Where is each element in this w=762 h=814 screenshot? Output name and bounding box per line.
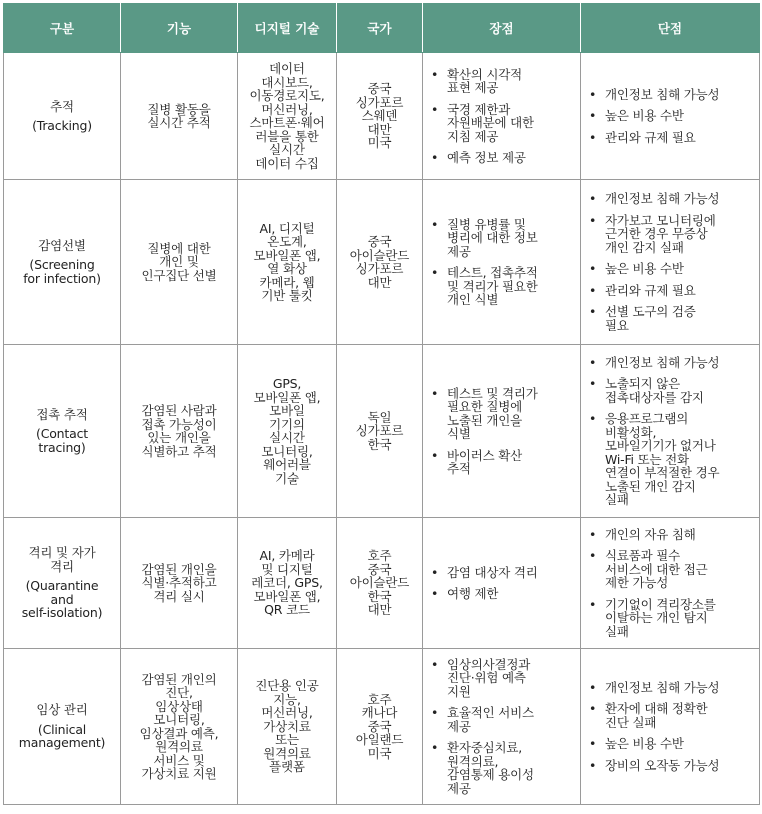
country-cell: [337, 649, 423, 805]
function-cell-text: 질병 활동을 실시간 추적: [147, 101, 211, 130]
function-cell-text: 감염된 개인의 진단, 임상상태 모니터링, 임상결과 예측, 원격의료 서비스 및 가상치료 지원: [139, 671, 219, 781]
category-english-label: (Contact tracing): [36, 426, 88, 455]
tech-cell: [238, 180, 337, 345]
list-item: • 장비의 오작동 가능성: [587, 759, 755, 773]
tech-cell: [238, 649, 337, 805]
list-item: • 높은 비용 수반: [587, 737, 755, 751]
list-item: • 노출되지 않은 접촉대상자를 감지: [587, 377, 755, 404]
cons-cell: [581, 518, 760, 649]
function-cell-text: 질병에 대한 개인 및 인구집단 선별: [141, 240, 217, 283]
country-cell-text: 호주 중국 아이슬란드 한국 대만: [349, 548, 410, 618]
tech-cell: [238, 518, 337, 649]
category-cell: [4, 180, 121, 345]
pros-cell-list: [429, 566, 576, 601]
header-cons: 단점: [581, 4, 760, 53]
pros-cell: [423, 518, 581, 649]
function-cell-text: 감염된 사람과 접촉 가능성이 있는 개인을 식별하고 추적: [141, 403, 217, 459]
list-item: • 테스트, 접촉추적 및 격리가 필요한 개인 식별: [429, 266, 576, 307]
list-item: • 효율적인 서비스 제공: [429, 706, 576, 733]
list-item: • 질병 유병률 및 병리에 대한 정보 제공: [429, 218, 576, 259]
list-item: • 개인의 자유 침해: [587, 528, 755, 542]
cons-cell-list: [587, 88, 755, 145]
pros-cell: [423, 345, 581, 518]
country-cell-text: 중국 싱가포르 스웨덴 대만 미국: [355, 81, 404, 151]
tech-cell-text: GPS, 모바일폰 앱, 모바일 기기의 실시간 모니터링, 웨어러블 기술: [253, 376, 321, 486]
category-label: 접촉 추적: [36, 406, 88, 422]
category-label: 임상 관리: [36, 702, 88, 718]
pros-cell: [423, 53, 581, 180]
header-function: 기능: [121, 4, 238, 53]
table-row: [4, 649, 760, 805]
list-item: • 테스트 및 격리가 필요한 질병에 노출된 개인을 식별: [429, 387, 576, 441]
digital-tech-comparison-table: [3, 3, 760, 805]
function-cell: [121, 180, 238, 345]
list-item: • 기기없이 격리장소를 이탈하는 개인 탐지 실패: [587, 598, 755, 639]
country-cell-text: 호주 캐나다 중국 아일랜드 미국: [355, 691, 404, 761]
tech-cell: [238, 53, 337, 180]
category-english-label: (Quarantine and self-isolation): [21, 578, 103, 621]
list-item: • 응용프로그램의 비활성화, 모바일기기가 없거나 Wi-Fi 또는 전화 연결이 부적절한 경우 노출된 개인 감지 실패: [587, 412, 755, 507]
pros-cell: [423, 180, 581, 345]
list-item: • 자가보고 모니터링에 근거한 경우 무증상 개인 감지 실패: [587, 214, 755, 255]
category-english-label: (Clinical management): [18, 721, 106, 751]
cons-cell: [581, 649, 760, 805]
function-cell-text: 감염된 개인을 식별·추적하고 격리 실시: [141, 561, 217, 604]
function-cell: [121, 345, 238, 518]
list-item: • 예측 정보 제공: [429, 151, 576, 165]
category-english-label: (Screening for infection): [23, 257, 101, 286]
country-cell-text: 중국 아이슬란드 싱가포르 대만: [349, 234, 410, 290]
cons-cell: [581, 53, 760, 180]
cons-cell-list: [587, 192, 755, 332]
list-item: • 개인정보 침해 가능성: [587, 88, 755, 102]
country-cell: [337, 345, 423, 518]
category-cell: [4, 518, 121, 649]
pros-cell-list: [429, 218, 576, 307]
cons-cell-list: [587, 528, 755, 639]
list-item: • 관리와 규제 필요: [587, 284, 755, 298]
header-digital-tech: 디지털 기술: [238, 4, 337, 53]
table-row: [4, 518, 760, 649]
category-cell: [4, 649, 121, 805]
header-country: 국가: [337, 4, 423, 53]
tech-cell-text: 데이터 대시보드, 이동경로지도, 머신러닝, 스마트폰·웨어 러블을 통한 실시간 데이터 수집: [249, 61, 325, 171]
tech-cell-text: AI, 디지털 온도계, 모바일폰 앱, 열 화상 카메라, 웹 기반 툴킷: [253, 220, 321, 303]
function-cell: [121, 649, 238, 805]
table-body: [4, 53, 760, 805]
category-label: 격리 및 자가 격리: [28, 545, 96, 574]
function-cell: [121, 518, 238, 649]
list-item: • 식료품과 필수 서비스에 대한 접근 제한 가능성: [587, 549, 755, 590]
header-category: 구분: [4, 4, 121, 53]
category-cell: [4, 345, 121, 518]
list-item: • 높은 비용 수반: [587, 109, 755, 123]
pros-cell: [423, 649, 581, 805]
country-cell-text: 독일 싱가포르 한국: [355, 409, 404, 452]
pros-cell-list: [429, 387, 576, 476]
cons-cell-list: [587, 356, 755, 507]
pros-cell-list: [429, 68, 576, 165]
header-row: [4, 4, 760, 53]
country-cell: [337, 53, 423, 180]
tech-cell-text: 진단용 인공 지능, 머신러닝, 가상치료 또는 원격의료 플랫폼: [255, 678, 319, 775]
list-item: • 높은 비용 수반: [587, 262, 755, 276]
category-english-label: (Tracking): [32, 118, 92, 133]
cons-cell: [581, 180, 760, 345]
list-item: • 감염 대상자 격리: [429, 566, 576, 580]
country-cell: [337, 518, 423, 649]
category-label: 추적: [50, 98, 74, 114]
tech-cell: [238, 345, 337, 518]
header-pros: 장점: [423, 4, 581, 53]
pros-cell-list: [429, 658, 576, 796]
list-item: • 환자중심치료, 원격의료, 감염통제 용이성 제공: [429, 741, 576, 795]
list-item: • 개인정보 침해 가능성: [587, 681, 755, 695]
list-item: • 임상의사결정과 진단·위험 예측 지원: [429, 658, 576, 699]
category-label: 감염선별: [38, 237, 86, 253]
list-item: • 선별 도구의 검증 필요: [587, 305, 755, 332]
list-item: • 개인정보 침해 가능성: [587, 356, 755, 370]
category-cell: [4, 53, 121, 180]
table-row: [4, 53, 760, 180]
list-item: • 국경 제한과 자원배분에 대한 지침 제공: [429, 103, 576, 144]
list-item: • 바이러스 확산 추적: [429, 449, 576, 476]
list-item: • 확산의 시각적 표현 제공: [429, 68, 576, 95]
comparison-table-wrapper: [3, 3, 759, 805]
table-row: [4, 180, 760, 345]
table-row: [4, 345, 760, 518]
list-item: • 개인정보 침해 가능성: [587, 192, 755, 206]
tech-cell-text: AI, 카메라 및 디지털 레코더, GPS, 모바일폰 앱, QR 코드: [251, 548, 323, 618]
cons-cell: [581, 345, 760, 518]
country-cell: [337, 180, 423, 345]
list-item: • 환자에 대해 정확한 진단 실패: [587, 702, 755, 729]
list-item: • 관리와 규제 필요: [587, 131, 755, 145]
function-cell: [121, 53, 238, 180]
list-item: • 여행 제한: [429, 587, 576, 601]
cons-cell-list: [587, 681, 755, 773]
